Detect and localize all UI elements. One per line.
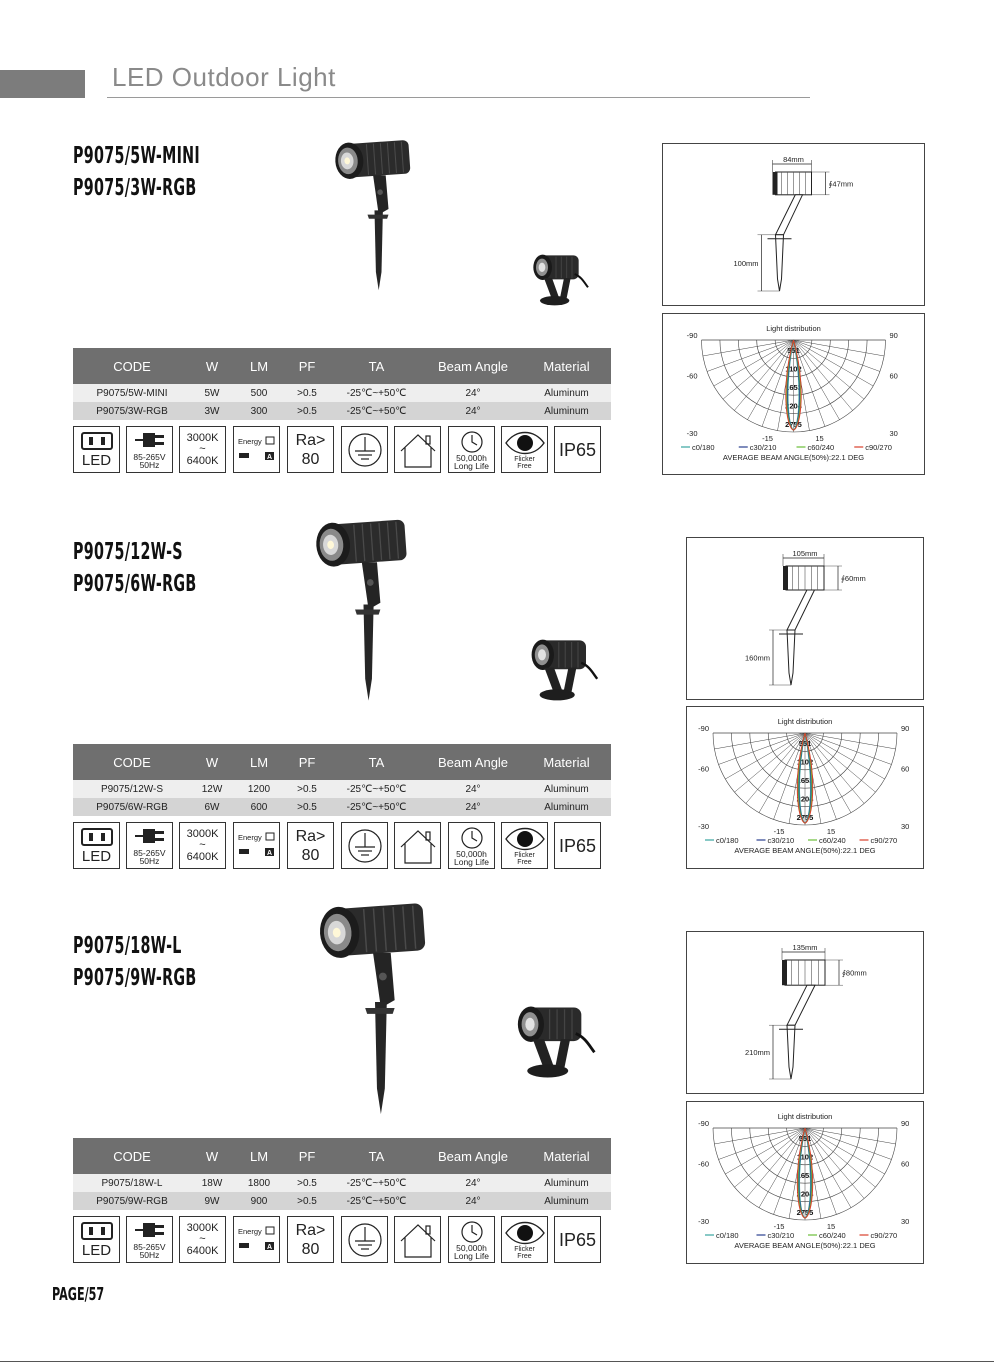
cri-icon: Ra> 80 — [287, 822, 334, 869]
cell-pf: >0.5 — [285, 1192, 329, 1210]
angle-label: 15 — [815, 434, 824, 443]
bracket-outline — [776, 195, 803, 235]
model-name-primary: P9075/18W-L — [73, 933, 182, 959]
col-header-w: W — [191, 744, 233, 780]
head-dimension-label: ∮47mm — [828, 179, 854, 189]
light-distribution-chart — [686, 706, 924, 869]
angle-label: 90 — [901, 724, 910, 733]
eye-icon: Flicker Free — [501, 426, 548, 473]
ring-label: 2755 — [796, 1207, 814, 1217]
ring-label: 1653 — [796, 776, 814, 785]
table-row — [73, 780, 611, 798]
spotlight-small-photo — [532, 250, 592, 310]
table-row — [73, 1174, 611, 1192]
dimension-drawing — [686, 931, 924, 1094]
table-row — [73, 1192, 611, 1210]
width-dimension-label: 84mm — [783, 155, 804, 164]
cell-ta: -25℃~+50℃ — [329, 1174, 424, 1192]
angle-label: -90 — [698, 724, 709, 733]
lens-face — [783, 566, 788, 590]
spec-table — [73, 744, 611, 816]
table-row — [73, 402, 611, 420]
angle-label: -60 — [698, 1159, 709, 1169]
legend-label: c60/240 — [819, 836, 846, 845]
polar-diagram — [663, 314, 924, 474]
ring-label: 1102 — [796, 1152, 814, 1162]
light-distribution-chart — [686, 1101, 924, 1264]
power-plug-icon: 85-265V 50Hz — [126, 822, 173, 869]
ring-label: 2755 — [796, 812, 814, 822]
col-header-lm: LM — [233, 348, 285, 384]
legend-label: c90/270 — [870, 836, 898, 845]
svg-text:A: A — [267, 850, 273, 857]
cell-code: P9075/9W-RGB — [73, 1192, 191, 1210]
cell-lm: 500 — [233, 384, 285, 402]
cell-w: 3W — [191, 402, 233, 420]
light-distribution-chart — [662, 313, 925, 475]
polar-diagram — [687, 707, 923, 868]
width-dimension-label: 135mm — [792, 943, 818, 952]
cell-code: P9075/5W-MINI — [73, 384, 191, 402]
angle-label: 60 — [901, 764, 910, 774]
product-section — [0, 536, 994, 926]
ip65-icon: IP65 — [554, 822, 601, 869]
cell-material: Aluminum — [522, 1174, 611, 1192]
indoor-house-icon — [394, 426, 441, 473]
bracket-outline — [787, 985, 815, 1025]
feature-icons-row — [73, 822, 603, 870]
distribution-title: Light distribution — [766, 324, 821, 333]
cell-pf: >0.5 — [285, 780, 329, 798]
table-row — [73, 798, 611, 816]
spec-table-header — [73, 744, 611, 780]
cell-beam-angle: 24° — [424, 402, 522, 420]
stake-outline — [776, 235, 784, 291]
cell-pf: >0.5 — [285, 798, 329, 816]
angle-label: 90 — [889, 331, 898, 340]
energy-label-icon — [233, 426, 280, 473]
col-header-pf: PF — [285, 348, 329, 384]
stake-dimension-label: 100mm — [733, 258, 759, 268]
ring-label: 551 — [787, 346, 800, 356]
eye-icon: Flicker Free — [501, 1216, 548, 1263]
col-header-ta: TA — [329, 348, 424, 384]
ring-label: 2204 — [785, 401, 802, 411]
col-header-beam-angle: Beam Angle — [424, 744, 522, 780]
col-header-code: CODE — [73, 1138, 191, 1174]
legend-label: c60/240 — [807, 443, 835, 452]
cell-beam-angle: 24° — [424, 384, 522, 402]
model-name-secondary: P9075/6W-RGB — [73, 571, 197, 597]
cell-w: 5W — [191, 384, 233, 402]
cell-ta: -25℃~+50℃ — [329, 798, 424, 816]
power-plug-icon: 85-265V 50Hz — [126, 1216, 173, 1263]
ring-label: 2755 — [785, 419, 802, 429]
col-header-code: CODE — [73, 348, 191, 384]
ring-label: 1653 — [796, 1171, 814, 1180]
product-section — [0, 140, 994, 530]
bottom-divider — [0, 1361, 994, 1362]
spec-table-header — [73, 1138, 611, 1174]
model-name-primary: P9075/5W-MINI — [73, 143, 201, 169]
col-header-w: W — [191, 348, 233, 384]
angle-label: -15 — [773, 827, 785, 836]
cell-lm: 900 — [233, 1192, 285, 1210]
angle-label: -90 — [698, 1119, 709, 1128]
cell-pf: >0.5 — [285, 1174, 329, 1192]
head-dimension-label: ∮80mm — [842, 968, 867, 978]
col-header-material: Material — [522, 744, 611, 780]
cell-w: 9W — [191, 1192, 233, 1210]
earth-ground-icon — [341, 426, 388, 473]
bracket-outline — [787, 590, 815, 630]
angle-label: -30 — [698, 822, 709, 831]
cell-beam-angle: 24° — [424, 1192, 522, 1210]
dimension-drawing — [662, 143, 925, 306]
angle-label: -60 — [686, 371, 698, 381]
cell-ta: -25℃~+50℃ — [329, 780, 424, 798]
cell-pf: >0.5 — [285, 384, 329, 402]
svg-text:Energy: Energy — [238, 833, 262, 842]
header-accent-bar — [0, 70, 85, 98]
cell-w: 12W — [191, 780, 233, 798]
ring-label: 1102 — [796, 757, 814, 767]
col-header-ta: TA — [329, 1138, 424, 1174]
cell-lm: 1200 — [233, 780, 285, 798]
angle-label: 60 — [889, 371, 898, 381]
feature-icons-row — [73, 426, 603, 474]
angle-label: 15 — [826, 827, 836, 836]
angle-label: 30 — [901, 1217, 910, 1226]
cell-material: Aluminum — [522, 402, 611, 420]
stake-dimension-label: 160mm — [744, 653, 770, 663]
angle-label: -15 — [762, 434, 773, 443]
model-name-primary: P9075/12W-S — [73, 539, 183, 565]
cell-ta: -25℃~+50℃ — [329, 402, 424, 420]
angle-label: -30 — [698, 1217, 709, 1226]
cell-code: P9075/3W-RGB — [73, 402, 191, 420]
table-row — [73, 384, 611, 402]
dimension-svg — [663, 144, 924, 305]
cell-material: Aluminum — [522, 798, 611, 816]
model-name-secondary: P9075/3W-RGB — [73, 175, 197, 201]
cell-material: Aluminum — [522, 780, 611, 798]
indoor-house-icon — [394, 822, 441, 869]
col-header-material: Material — [522, 1138, 611, 1174]
angle-label: 30 — [889, 429, 898, 438]
angle-label: -90 — [686, 331, 698, 340]
head-dimension-label: ∮60mm — [841, 574, 866, 583]
dimension-drawing — [686, 537, 924, 700]
cell-beam-angle: 24° — [424, 798, 522, 816]
color-temperature-icon: 3000K ~ 6400K — [179, 426, 226, 473]
ring-label: 551 — [798, 1134, 812, 1144]
legend-label: c90/270 — [870, 1231, 898, 1240]
page-number: PAGE/57 — [52, 1284, 105, 1305]
led-socket-icon: LED — [73, 822, 120, 869]
ring-label: 1653 — [785, 383, 802, 392]
feature-icons-row — [73, 1216, 603, 1264]
clock-icon: 50,000h Long Life — [448, 1216, 495, 1263]
col-header-pf: PF — [285, 744, 329, 780]
cell-pf: >0.5 — [285, 402, 329, 420]
angle-label: -15 — [773, 1222, 785, 1231]
ring-label: 2204 — [796, 1189, 814, 1199]
lens-face — [782, 960, 787, 985]
led-socket-icon: LED — [73, 426, 120, 473]
col-header-lm: LM — [233, 744, 285, 780]
spotlight-small-photo — [516, 1000, 600, 1084]
cell-lm: 1800 — [233, 1174, 285, 1192]
cell-code: P9075/12W-S — [73, 780, 191, 798]
led-socket-icon: LED — [73, 1216, 120, 1263]
cri-icon: Ra> 80 — [287, 1216, 334, 1263]
indoor-house-icon — [394, 1216, 441, 1263]
stake-outline — [787, 1025, 795, 1079]
spec-table — [73, 1138, 611, 1210]
stake-dimension-label: 210mm — [744, 1048, 770, 1058]
legend-label: c0/180 — [716, 1231, 739, 1240]
model-names — [73, 140, 200, 204]
svg-text:Energy: Energy — [238, 1227, 262, 1236]
color-temperature-icon: 3000K ~ 6400K — [179, 1216, 226, 1263]
product-section — [0, 930, 994, 1320]
clock-icon: 50,000h Long Life — [448, 426, 495, 473]
page-title: LED Outdoor Light — [112, 62, 336, 92]
dimension-svg — [687, 932, 923, 1093]
svg-text:A: A — [267, 1244, 273, 1251]
ip65-icon: IP65 — [554, 1216, 601, 1263]
spotlight-large-photo — [296, 892, 454, 1118]
col-header-ta: TA — [329, 744, 424, 780]
model-names — [73, 930, 197, 994]
legend-label: c0/180 — [716, 836, 739, 845]
eye-icon: Flicker Free — [501, 822, 548, 869]
spec-table-header — [73, 348, 611, 384]
legend-label: c30/210 — [767, 836, 795, 845]
col-header-code: CODE — [73, 744, 191, 780]
cell-beam-angle: 24° — [424, 1174, 522, 1192]
distribution-title: Light distribution — [777, 1112, 833, 1121]
cell-w: 6W — [191, 798, 233, 816]
dimension-svg — [687, 538, 923, 699]
beam-angle-summary: AVERAGE BEAM ANGLE(50%):22.1 DEG — [734, 846, 876, 855]
svg-text:A: A — [267, 454, 273, 461]
beam-angle-summary: AVERAGE BEAM ANGLE(50%):22.1 DEG — [734, 1241, 876, 1250]
col-header-lm: LM — [233, 1138, 285, 1174]
power-plug-icon: 85-265V 50Hz — [126, 426, 173, 473]
spotlight-small-photo — [530, 634, 602, 706]
clock-icon: 50,000h Long Life — [448, 822, 495, 869]
angle-label: 30 — [901, 822, 910, 831]
earth-ground-icon — [341, 822, 388, 869]
width-dimension-label: 105mm — [792, 549, 818, 558]
svg-text:Energy: Energy — [238, 437, 262, 446]
polar-diagram — [687, 1102, 923, 1263]
model-names — [73, 536, 197, 600]
legend-label: c30/210 — [749, 443, 777, 452]
stake-outline — [787, 630, 795, 685]
earth-ground-icon — [341, 1216, 388, 1263]
cell-ta: -25℃~+50℃ — [329, 384, 424, 402]
cell-material: Aluminum — [522, 384, 611, 402]
cell-material: Aluminum — [522, 1192, 611, 1210]
energy-label-icon — [233, 822, 280, 869]
ring-label: 1102 — [785, 364, 802, 374]
color-temperature-icon: 3000K ~ 6400K — [179, 822, 226, 869]
angle-label: 60 — [901, 1159, 910, 1169]
heading-divider — [107, 97, 810, 98]
model-name-secondary: P9075/9W-RGB — [73, 965, 197, 991]
angle-label: -60 — [698, 764, 709, 774]
col-header-w: W — [191, 1138, 233, 1174]
cell-code: P9075/18W-L — [73, 1174, 191, 1192]
col-header-material: Material — [522, 348, 611, 384]
energy-label-icon — [233, 1216, 280, 1263]
cri-icon: Ra> 80 — [287, 426, 334, 473]
col-header-beam-angle: Beam Angle — [424, 1138, 522, 1174]
angle-label: -30 — [686, 429, 698, 438]
cell-code: P9075/6W-RGB — [73, 798, 191, 816]
legend-label: c60/240 — [819, 1231, 846, 1240]
cell-lm: 300 — [233, 402, 285, 420]
legend-label: c30/210 — [767, 1231, 795, 1240]
lens-face — [773, 172, 778, 195]
ip65-icon: IP65 — [554, 426, 601, 473]
angle-label: 15 — [826, 1222, 836, 1231]
spotlight-large-photo — [296, 510, 431, 704]
col-header-beam-angle: Beam Angle — [424, 348, 522, 384]
distribution-title: Light distribution — [777, 717, 833, 726]
angle-label: 90 — [901, 1119, 910, 1128]
beam-angle-summary: AVERAGE BEAM ANGLE(50%):22.1 DEG — [722, 453, 865, 462]
legend-label: c90/270 — [865, 443, 892, 452]
legend-label: c0/180 — [692, 443, 715, 452]
spotlight-large-photo — [318, 132, 431, 293]
cell-beam-angle: 24° — [424, 780, 522, 798]
cell-w: 18W — [191, 1174, 233, 1192]
ring-label: 551 — [798, 739, 812, 749]
spec-table — [73, 348, 611, 420]
cell-ta: -25℃~+50℃ — [329, 1192, 424, 1210]
col-header-pf: PF — [285, 1138, 329, 1174]
ring-label: 2204 — [796, 794, 814, 804]
cell-lm: 600 — [233, 798, 285, 816]
